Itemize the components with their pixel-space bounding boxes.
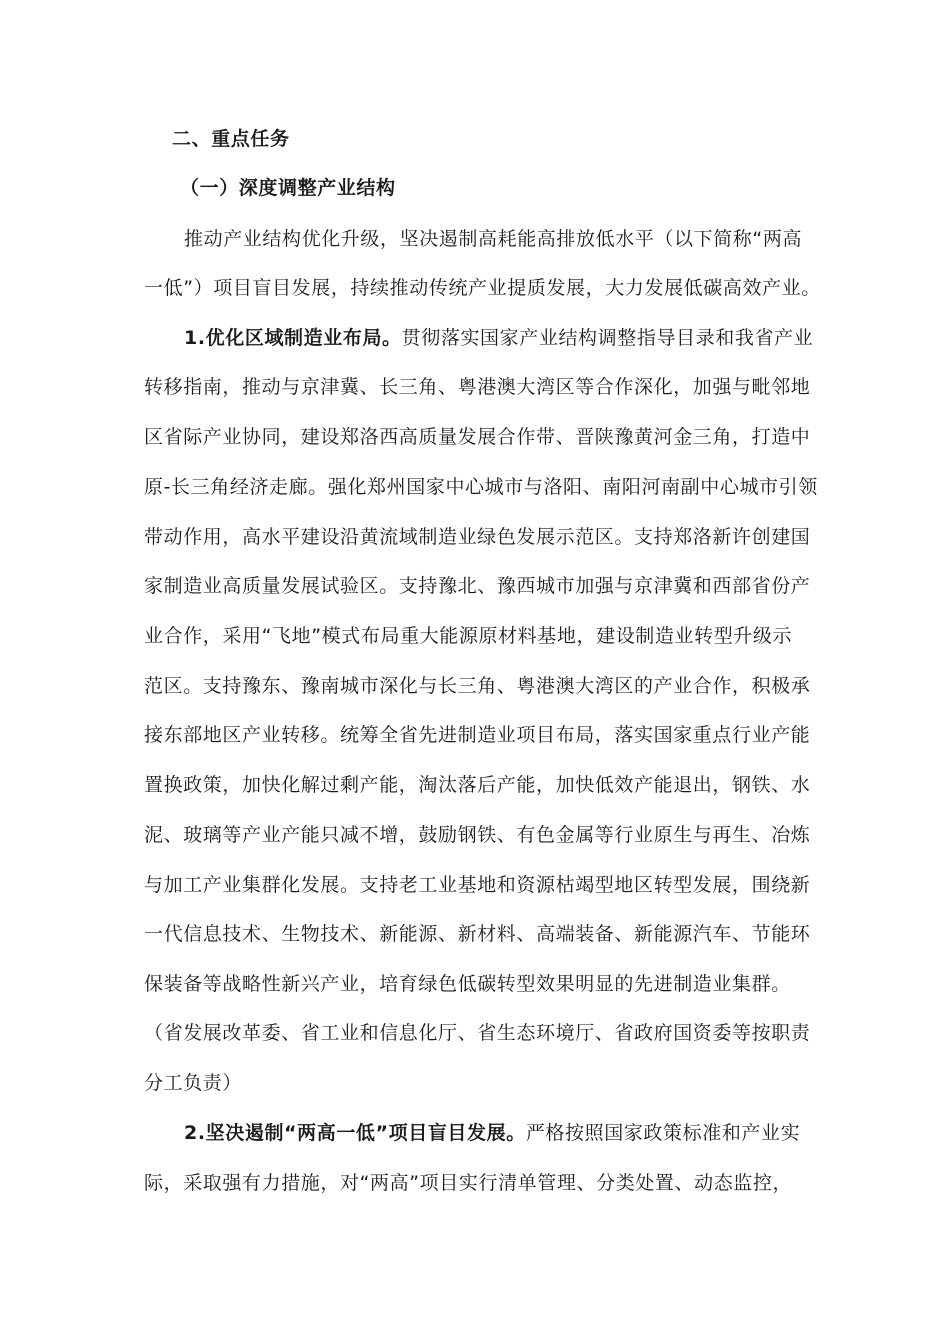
item1-title: 1.优化区域制造业布局。 — [184, 327, 402, 349]
item1-line: 业合作，采用“飞地”模式布局重大能源原材料基地，建设制造业转型升级示 — [144, 625, 793, 647]
item1-line: 范区。支持豫东、豫南城市深化与长三角、粤港澳大湾区的产业合作，积极承 — [144, 675, 811, 697]
item1-line: 区省际产业协同，建设郑洛西高质量发展合作带、晋陕豫黄河金三角，打造中 — [144, 426, 811, 448]
section-heading: 二、重点任务 — [172, 128, 290, 150]
item1-line: 分工负责） — [144, 1072, 243, 1094]
item2-line: 际，采取强有力措施，对“两高”项目实行清单管理、分类处置、动态监控， — [144, 1172, 793, 1194]
item1-line: 置换政策，加快化解过剩产能，淘汰落后产能，加快低效产能退出，钢铁、水 — [144, 774, 811, 796]
intro-line-1: 推动产业结构优化升级，坚决遏制高耗能高排放低水平（以下简称“两高 — [184, 228, 803, 250]
intro-line-2: 一低”）项目盲目发展，持续推动传统产业提质发展，大力发展低碳高效产业。 — [144, 277, 821, 299]
item1-first-line — [184, 325, 824, 351]
item2-title: 2.坚决遏制“两高一低”项目盲目发展。 — [184, 1122, 526, 1144]
subsection-heading: （一）深度调整产业结构 — [180, 177, 396, 199]
item1-line: 泥、玻璃等产业产能只减不增，鼓励钢铁、有色金属等行业原生与再生、冶炼 — [144, 824, 811, 846]
item1-line: 原-长三角经济走廊。强化郑州国家中心城市与洛阳、南阳河南副中心城市引领 — [144, 476, 818, 498]
item1-line: 带动作用，高水平建设沿黄流域制造业绿色发展示范区。支持郑洛新许创建国 — [144, 526, 811, 548]
item1-line: 一代信息技术、生物技术、新能源、新材料、高端装备、新能源汽车、节能环 — [144, 923, 811, 945]
item1-text: 贯彻落实国家产业结构调整指导目录和我省产业 — [401, 327, 814, 349]
item2-text: 严格按照国家政策标准和产业实 — [525, 1122, 801, 1144]
item1-line: 保装备等战略性新兴产业，培育绿色低碳转型效果明显的先进制造业集群。 — [144, 973, 791, 995]
item1-line: 转移指南，推动与京津冀、长三角、粤港澳大湾区等合作深化，加强与毗邻地 — [144, 376, 811, 398]
item1-line: 家制造业高质量发展试验区。支持豫北、豫西城市加强与京津冀和西部省份产 — [144, 575, 811, 597]
item1-line: （省发展改革委、省工业和信息化厅、省生态环境厅、省政府国资委等按职责 — [144, 1022, 811, 1044]
item1-line: 与加工产业集群化发展。支持老工业基地和资源枯竭型地区转型发展，围绕新 — [144, 874, 811, 896]
item1-line: 接东部地区产业转移。统筹全省先进制造业项目布局，落实国家重点行业产能 — [144, 724, 811, 746]
item2-first-line — [184, 1120, 824, 1146]
